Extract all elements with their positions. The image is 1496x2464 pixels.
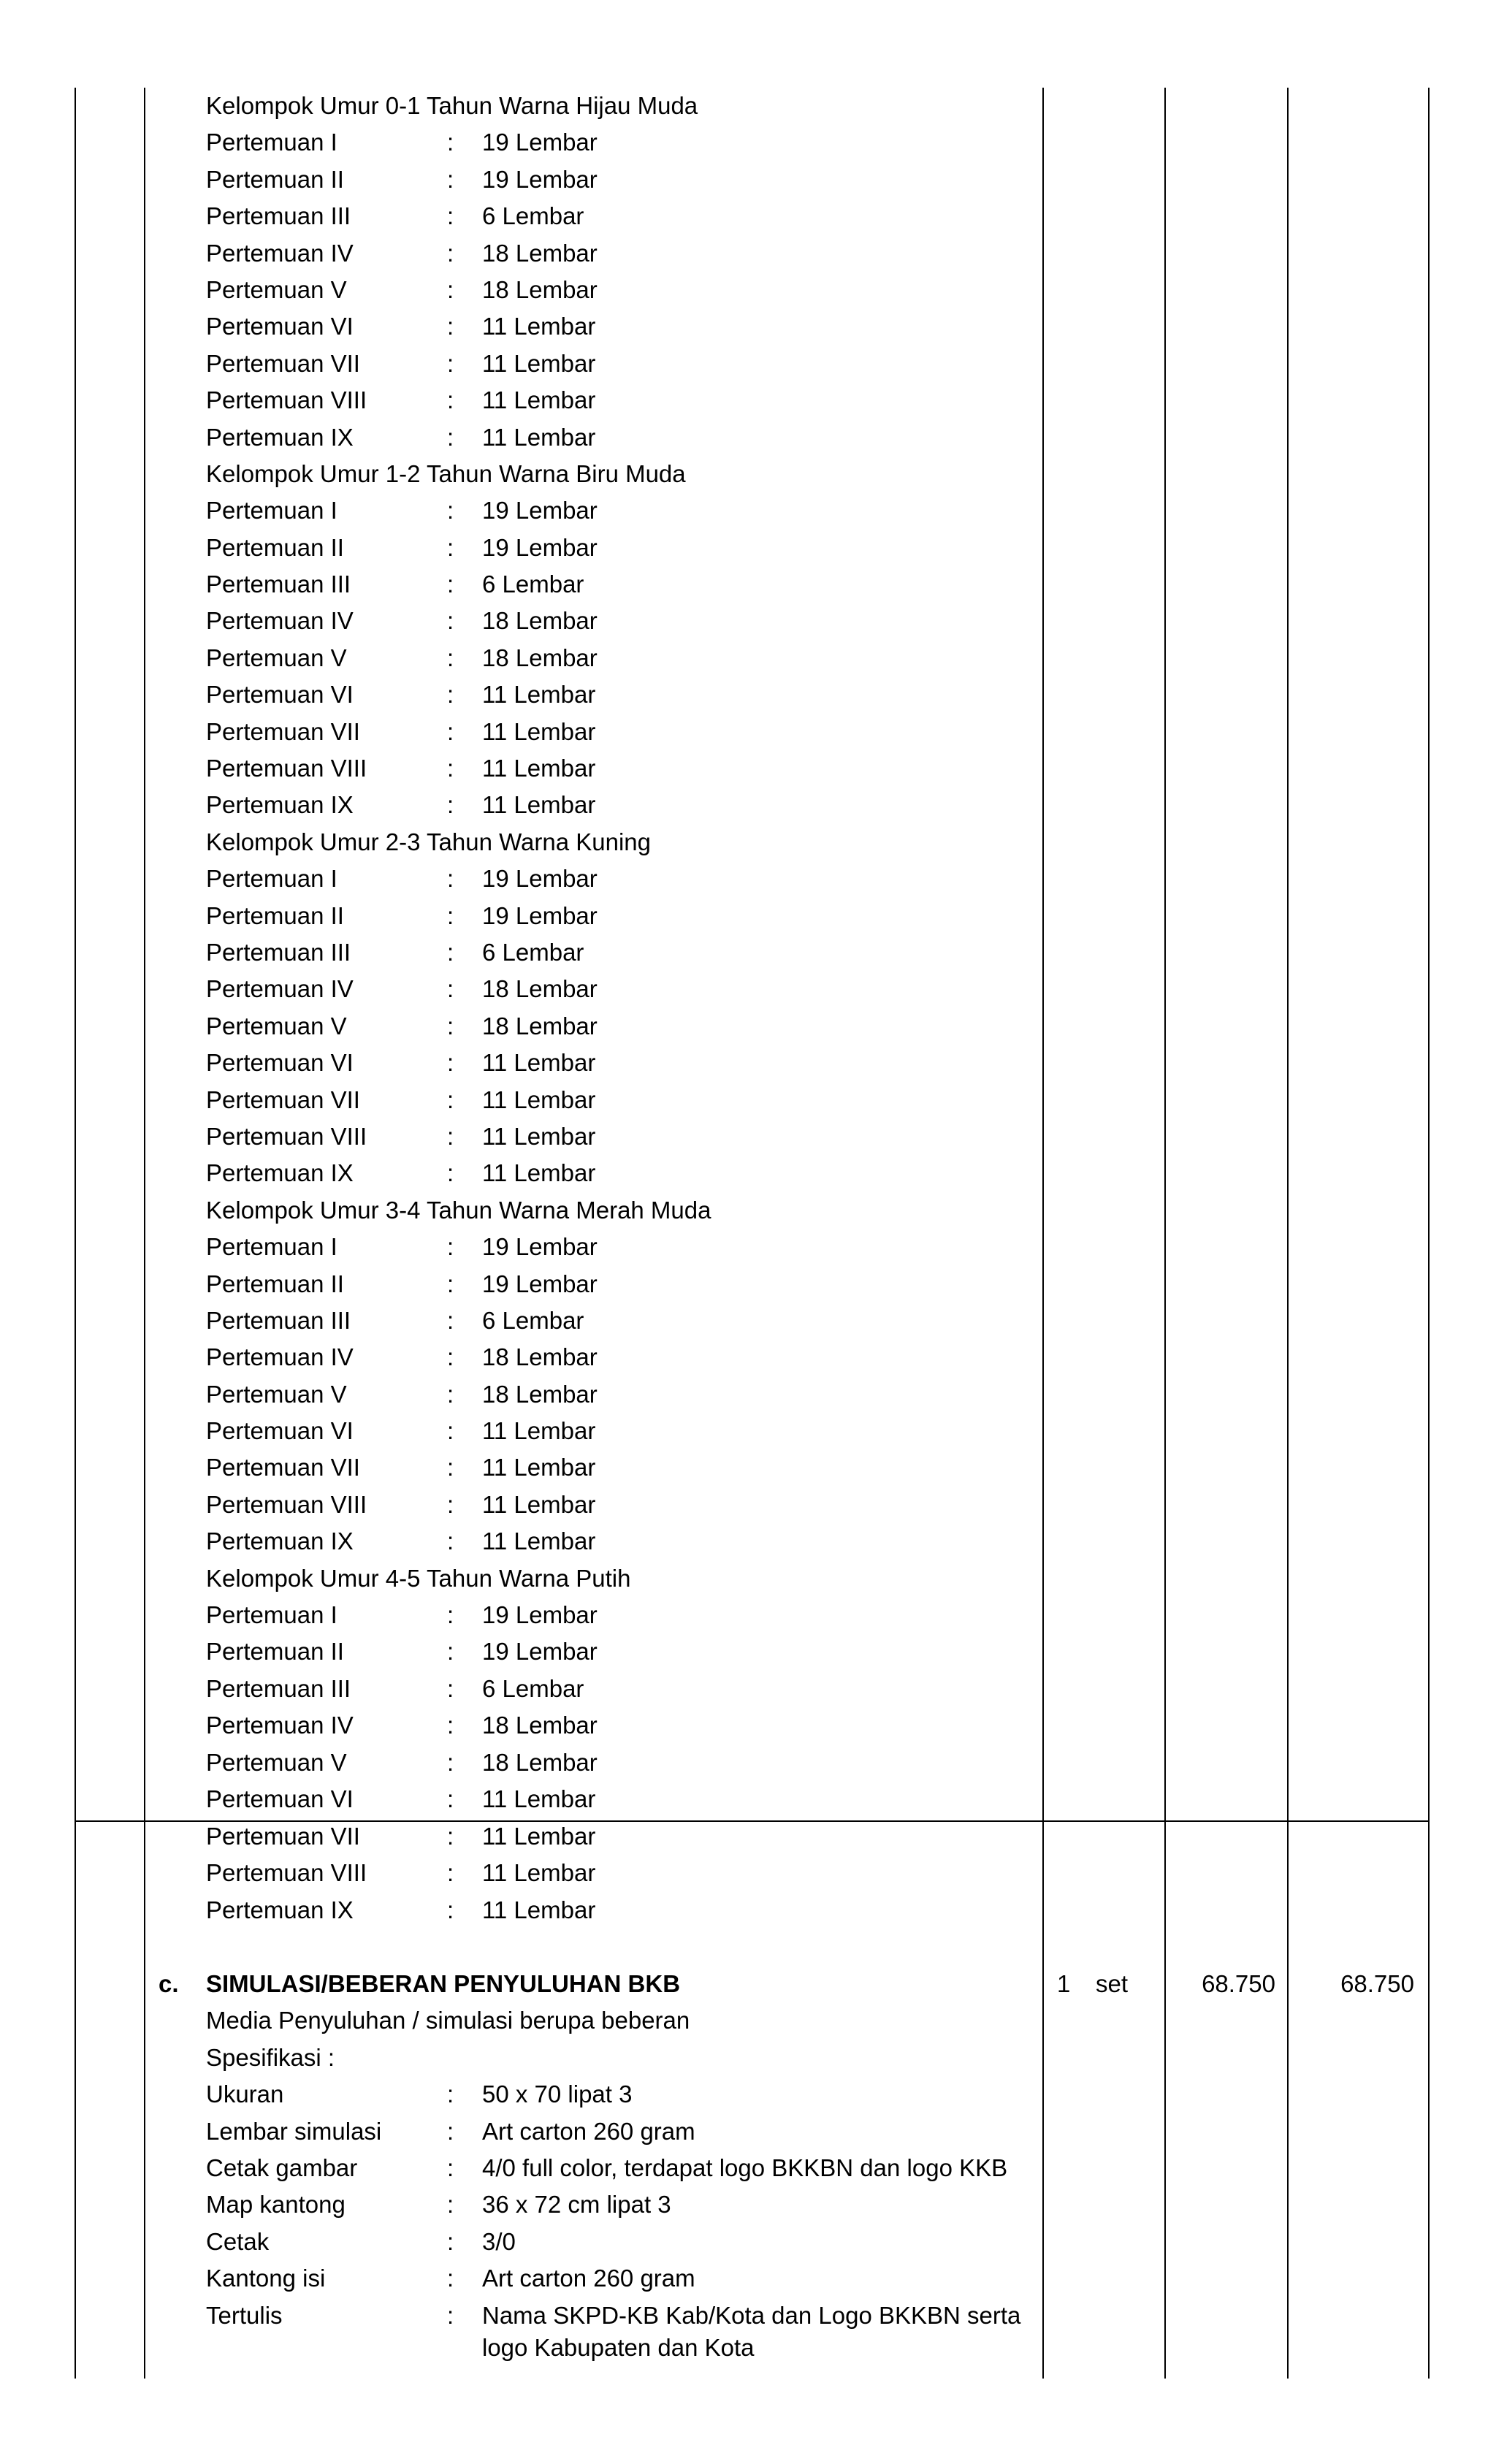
colon-separator: :: [447, 313, 454, 340]
meeting-row: [206, 1781, 1031, 1818]
row-label: Map kantong: [206, 2191, 346, 2219]
row-value: 18 Lembar: [482, 1712, 598, 1739]
spec-title: Spesifikasi :: [206, 2043, 335, 2071]
row-value: 19 Lembar: [482, 901, 598, 929]
item-desc: Media Penyuluhan / simulasi berupa beberan: [206, 2007, 690, 2034]
group-title-row: [206, 1192, 1031, 1229]
row-value: 19 Lembar: [482, 497, 598, 525]
row-value: 11 Lembar: [482, 1859, 596, 1887]
meeting-row: [206, 1487, 1031, 1523]
row-value: 18 Lembar: [482, 1380, 598, 1408]
spec-row: [206, 2260, 1031, 2297]
meeting-row: [206, 124, 1031, 161]
colon-separator: :: [447, 1748, 454, 1776]
meeting-groups: [206, 88, 1031, 1818]
meeting-row: [206, 861, 1031, 897]
row-label: Pertemuan VI: [206, 313, 354, 340]
row-value: 19 Lembar: [482, 1638, 598, 1666]
row-value: 19 Lembar: [482, 1233, 598, 1261]
row-label: Pertemuan III: [206, 1306, 351, 1334]
meeting-row: [206, 1082, 1031, 1118]
row-value: 11 Lembar: [482, 717, 596, 745]
colon-separator: :: [447, 1012, 454, 1040]
colon-separator: :: [447, 865, 454, 893]
meeting-row: [206, 346, 1031, 382]
meeting-row: [206, 1671, 1031, 1707]
item-total: 68.750: [1340, 1970, 1414, 1997]
spec-row: [206, 2113, 1031, 2150]
colon-separator: :: [447, 1306, 454, 1334]
row-value: 3/0: [482, 2227, 516, 2255]
colon-separator: :: [447, 349, 454, 377]
row-label: Pertemuan I: [206, 1233, 337, 1261]
row-label: Lembar simulasi: [206, 2117, 382, 2145]
colon-separator: :: [447, 1086, 454, 1113]
meeting-row: [206, 603, 1031, 639]
colon-separator: :: [447, 975, 454, 1003]
spec-list: [206, 2076, 1031, 2364]
row-label: Pertemuan VIII: [206, 386, 367, 414]
meeting-row: [206, 419, 1031, 456]
row-value: 18 Lembar: [482, 275, 598, 303]
row-label: Pertemuan IV: [206, 607, 354, 635]
row-value: 19 Lembar: [482, 1270, 598, 1297]
colon-separator: :: [447, 2227, 454, 2255]
meeting-row: [206, 1266, 1031, 1302]
row-value: 6 Lembar: [482, 1306, 584, 1334]
colon-separator: :: [447, 1638, 454, 1666]
row-label: Pertemuan V: [206, 1748, 347, 1776]
meeting-row: [206, 1818, 1031, 1855]
colon-separator: :: [447, 497, 454, 525]
meeting-row: [206, 1597, 1031, 1633]
row-label: Pertemuan IX: [206, 1896, 354, 1923]
row-value: 18 Lembar: [482, 1343, 598, 1371]
meeting-row: [206, 934, 1031, 971]
meeting-row: [206, 198, 1031, 234]
row-label: Pertemuan IX: [206, 1527, 354, 1555]
row-label: Pertemuan VIII: [206, 1122, 367, 1150]
row-label: Pertemuan V: [206, 644, 347, 671]
row-label: Pertemuan IX: [206, 423, 354, 451]
row-label: Cetak: [206, 2227, 270, 2255]
item-letter: c.: [159, 1970, 179, 1997]
meeting-row: [206, 161, 1031, 198]
group-title: Kelompok Umur 2-3 Tahun Warna Kuning: [206, 828, 651, 855]
colon-separator: :: [447, 1490, 454, 1518]
continuation-list: [206, 1818, 1031, 1929]
meeting-row: [206, 308, 1031, 345]
colon-separator: :: [447, 644, 454, 671]
row-value: 11 Lembar: [482, 1049, 596, 1077]
colon-separator: :: [447, 129, 454, 156]
row-value: 6 Lembar: [482, 202, 584, 230]
row-label: Pertemuan I: [206, 497, 337, 525]
colon-separator: :: [447, 1601, 454, 1629]
colon-separator: :: [447, 1527, 454, 1555]
item-desc-row: [0, 2002, 1496, 2039]
meeting-row: [206, 714, 1031, 750]
colon-separator: :: [447, 1159, 454, 1187]
item-c-header-row: [0, 1966, 1496, 2002]
colon-separator: :: [447, 386, 454, 414]
meeting-row: [206, 1339, 1031, 1376]
row-label: Pertemuan VI: [206, 1417, 354, 1445]
meeting-row: [206, 235, 1031, 272]
meeting-row: [206, 1413, 1031, 1449]
meeting-row: [206, 1229, 1031, 1265]
row-label: Pertemuan III: [206, 202, 351, 230]
row-value: 11 Lembar: [482, 1454, 596, 1481]
row-label: Pertemuan I: [206, 1601, 337, 1629]
group-title: Kelompok Umur 1-2 Tahun Warna Biru Muda: [206, 459, 686, 487]
meeting-row: [206, 1855, 1031, 1891]
row-value: 18 Lembar: [482, 239, 598, 267]
colon-separator: :: [447, 571, 454, 598]
row-label: Pertemuan VI: [206, 1049, 354, 1077]
meeting-row: [206, 382, 1031, 419]
row-value: 11 Lembar: [482, 1896, 596, 1923]
meeting-row: [206, 1118, 1031, 1155]
meeting-row: [206, 272, 1031, 308]
row-label: Pertemuan V: [206, 1380, 347, 1408]
colon-separator: :: [447, 1785, 454, 1812]
row-value: 11 Lembar: [482, 1122, 596, 1150]
group-title-row: [206, 1560, 1031, 1597]
spec-row: [206, 2076, 1031, 2113]
row-label: Pertemuan II: [206, 901, 344, 929]
colon-separator: :: [447, 791, 454, 819]
row-value: 18 Lembar: [482, 644, 598, 671]
colon-separator: :: [447, 1270, 454, 1297]
row-value: 11 Lembar: [482, 1785, 596, 1812]
row-value: 50 x 70 lipat 3: [482, 2080, 633, 2108]
row-label: Pertemuan VIII: [206, 1859, 367, 1887]
row-label: Pertemuan III: [206, 938, 351, 966]
meeting-row: [206, 492, 1031, 529]
row-label: Pertemuan VI: [206, 681, 354, 709]
colon-separator: :: [447, 901, 454, 929]
row-label: Pertemuan IV: [206, 1343, 354, 1371]
meeting-row: [206, 676, 1031, 713]
colon-separator: :: [447, 202, 454, 230]
colon-separator: :: [447, 1343, 454, 1371]
row-value: 11 Lembar: [482, 791, 596, 819]
item-qty: 1: [1057, 1970, 1071, 1997]
row-value: 11 Lembar: [482, 681, 596, 709]
row-value: 11 Lembar: [482, 1417, 596, 1445]
colon-separator: :: [447, 2117, 454, 2145]
row-value: 11 Lembar: [482, 423, 596, 451]
row-label: Tertulis: [206, 2301, 283, 2329]
row-label: Pertemuan IV: [206, 975, 354, 1003]
row-value: 11 Lembar: [482, 1159, 596, 1187]
meeting-row: [206, 640, 1031, 676]
row-value: 6 Lembar: [482, 571, 584, 598]
row-label: Pertemuan VIII: [206, 755, 367, 782]
row-label: Pertemuan IV: [206, 1712, 354, 1739]
item-title: SIMULASI/BEBERAN PENYULUHAN BKB: [206, 1970, 681, 1997]
row-value: 4/0 full color, terdapat logo BKKBN dan logo KKB: [482, 2154, 1008, 2181]
row-value: 11 Lembar: [482, 1823, 596, 1850]
colon-separator: :: [447, 2154, 454, 2181]
row-value: 11 Lembar: [482, 1086, 596, 1113]
colon-separator: :: [447, 1859, 454, 1887]
colon-separator: :: [447, 239, 454, 267]
meeting-row: [206, 1449, 1031, 1486]
row-value: 19 Lembar: [482, 865, 598, 893]
meeting-row: [206, 1633, 1031, 1670]
colon-separator: :: [447, 1454, 454, 1481]
row-label: Ukuran: [206, 2080, 284, 2108]
row-label: Kantong isi: [206, 2265, 326, 2292]
row-label: Pertemuan I: [206, 865, 337, 893]
row-value: 11 Lembar: [482, 386, 596, 414]
row-value: 19 Lembar: [482, 1601, 598, 1629]
meeting-row: [206, 1523, 1031, 1560]
colon-separator: :: [447, 275, 454, 303]
row-value: 11 Lembar: [482, 313, 596, 340]
colon-separator: :: [447, 2301, 454, 2329]
row-value: Art carton 260 gram: [482, 2265, 695, 2292]
row-value: Art carton 260 gram: [482, 2117, 695, 2145]
row-label: Pertemuan VIII: [206, 1490, 367, 1518]
group-title-row: [206, 456, 1031, 492]
item-c: [0, 1966, 1496, 2365]
row-label: Pertemuan II: [206, 533, 344, 561]
meeting-row: [206, 971, 1031, 1007]
spec-row: [206, 2150, 1031, 2186]
row-value: 19 Lembar: [482, 129, 598, 156]
row-value: 6 Lembar: [482, 938, 584, 966]
colon-separator: :: [447, 1233, 454, 1261]
item-unit-price: 68.750: [1202, 1970, 1275, 1997]
row-value: 18 Lembar: [482, 1748, 598, 1776]
spec-row: [206, 2186, 1031, 2223]
row-label: Pertemuan IX: [206, 1159, 354, 1187]
row-label: Pertemuan III: [206, 571, 351, 598]
row-label: Pertemuan VII: [206, 1086, 360, 1113]
meeting-row: [206, 1707, 1031, 1744]
row-value: 11 Lembar: [482, 349, 596, 377]
row-label: Pertemuan IV: [206, 239, 354, 267]
meeting-row: [206, 1155, 1031, 1191]
row-label: Pertemuan IX: [206, 791, 354, 819]
colon-separator: :: [447, 717, 454, 745]
group-title-row: [206, 88, 1031, 124]
item-unit: set: [1096, 1970, 1129, 1997]
row-value: 18 Lembar: [482, 607, 598, 635]
row-label: Pertemuan II: [206, 1270, 344, 1297]
row-value: Nama SKPD-KB Kab/Kota dan Logo BKKBN serta logo Kabupaten dan Kota: [482, 2301, 1021, 2361]
colon-separator: :: [447, 1417, 454, 1445]
colon-separator: :: [447, 681, 454, 709]
row-label: Pertemuan VII: [206, 717, 360, 745]
row-label: Pertemuan II: [206, 165, 344, 193]
spec-row: [206, 2224, 1031, 2260]
row-value: 19 Lembar: [482, 533, 598, 561]
row-value: 11 Lembar: [482, 755, 596, 782]
meeting-row: [206, 1302, 1031, 1339]
group-title: Kelompok Umur 0-1 Tahun Warna Hijau Muda: [206, 92, 698, 119]
row-value: 19 Lembar: [482, 165, 598, 193]
colon-separator: :: [447, 755, 454, 782]
group-title: Kelompok Umur 4-5 Tahun Warna Putih: [206, 1564, 631, 1592]
meeting-row: [206, 898, 1031, 934]
colon-separator: :: [447, 1823, 454, 1850]
meeting-row: [206, 1376, 1031, 1413]
row-value: 11 Lembar: [482, 1527, 596, 1555]
row-value: 6 Lembar: [482, 1674, 584, 1702]
colon-separator: :: [447, 1896, 454, 1923]
colon-separator: :: [447, 1122, 454, 1150]
meeting-row: [206, 1744, 1031, 1781]
meeting-row: [206, 1045, 1031, 1081]
meeting-row: [206, 566, 1031, 603]
colon-separator: :: [447, 2191, 454, 2219]
colon-separator: :: [447, 1049, 454, 1077]
meeting-row: [206, 1008, 1031, 1045]
row-label: Pertemuan V: [206, 275, 347, 303]
colon-separator: :: [447, 1674, 454, 1702]
colon-separator: :: [447, 1380, 454, 1408]
spec-title-row: [0, 2040, 1496, 2076]
colon-separator: :: [447, 165, 454, 193]
colon-separator: :: [447, 423, 454, 451]
group-title: Kelompok Umur 3-4 Tahun Warna Merah Muda: [206, 1196, 711, 1224]
meeting-row: [206, 1892, 1031, 1929]
row-value: 36 x 72 cm lipat 3: [482, 2191, 671, 2219]
row-label: Pertemuan VI: [206, 1785, 354, 1812]
colon-separator: :: [447, 533, 454, 561]
row-label: Cetak gambar: [206, 2154, 358, 2181]
meeting-row: [206, 787, 1031, 823]
colon-separator: :: [447, 938, 454, 966]
row-value: 18 Lembar: [482, 1012, 598, 1040]
row-value: 18 Lembar: [482, 975, 598, 1003]
colon-separator: :: [447, 2265, 454, 2292]
meeting-row: [206, 750, 1031, 787]
colon-separator: :: [447, 2080, 454, 2108]
row-label: Pertemuan VII: [206, 349, 360, 377]
row-label: Pertemuan VII: [206, 1454, 360, 1481]
meeting-row: [206, 530, 1031, 566]
row-value: 11 Lembar: [482, 1490, 596, 1518]
row-label: Pertemuan I: [206, 129, 337, 156]
group-title-row: [206, 824, 1031, 861]
colon-separator: :: [447, 1712, 454, 1739]
row-label: Pertemuan VII: [206, 1823, 360, 1850]
spec-row: [206, 2297, 1031, 2365]
row-label: Pertemuan III: [206, 1674, 351, 1702]
colon-separator: :: [447, 607, 454, 635]
row-label: Pertemuan II: [206, 1638, 344, 1666]
row-label: Pertemuan V: [206, 1012, 347, 1040]
